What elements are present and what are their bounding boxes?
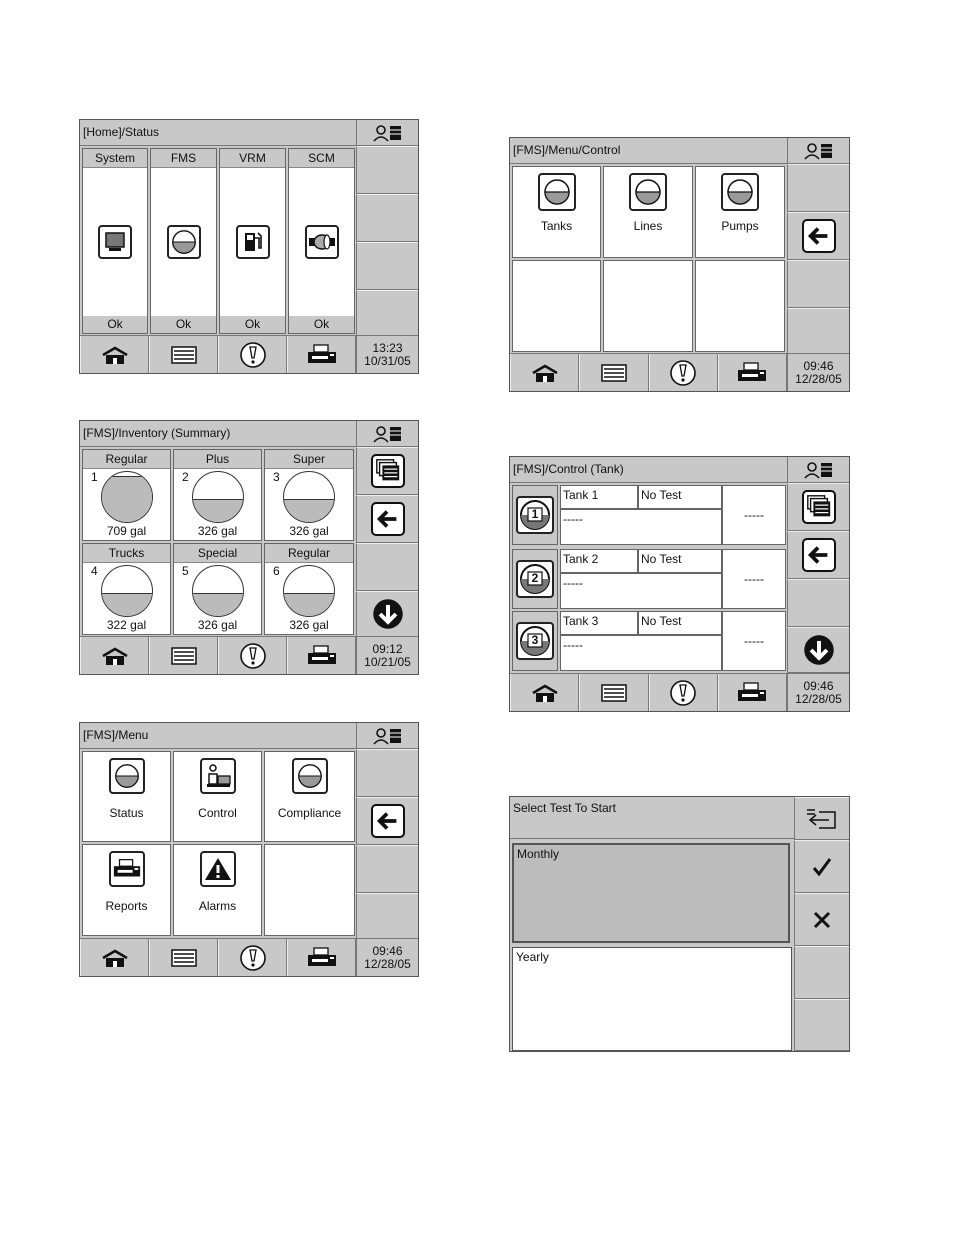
tank-volume: 326 gal — [197, 618, 238, 632]
printer-icon — [306, 344, 338, 366]
tank-button[interactable] — [512, 611, 558, 671]
tank-cell[interactable] — [82, 543, 171, 635]
control-item-empty — [695, 260, 785, 352]
control-item-empty — [603, 260, 693, 352]
tank-control-list — [510, 483, 787, 673]
tank-test-detail: ----- — [560, 509, 722, 545]
monitor-icon — [98, 225, 132, 259]
tank-cell[interactable] — [82, 449, 171, 541]
control-item-tanks[interactable] — [512, 166, 601, 258]
side-button-blank[interactable] — [787, 164, 849, 212]
fms-menu-control-screen — [509, 137, 850, 392]
alert-icon — [669, 359, 697, 387]
cancel-button[interactable] — [794, 893, 849, 946]
menu-button[interactable] — [149, 637, 218, 674]
tank-button[interactable] — [512, 485, 558, 545]
alarm-button[interactable] — [649, 354, 718, 391]
menu-item-compliance[interactable] — [264, 751, 355, 842]
fuel-pump-icon — [236, 225, 270, 259]
clock-time: 13:23 — [372, 340, 403, 355]
column-header: SCM — [289, 149, 354, 168]
side-button-4[interactable] — [356, 290, 418, 336]
detail-view-button[interactable] — [787, 483, 849, 531]
tank-gauge-icon — [109, 758, 145, 794]
list-icon — [170, 345, 198, 365]
select-test-screen — [509, 796, 850, 1052]
tank-number: 4 — [91, 564, 98, 578]
tank-name: Tank 3 — [560, 611, 638, 635]
list-icon — [600, 363, 628, 383]
bottom-nav — [80, 938, 356, 976]
status-column-fms[interactable] — [150, 148, 217, 334]
test-option-monthly[interactable] — [512, 843, 790, 943]
exit-arrow-icon — [805, 806, 839, 832]
clock-time: 09:12 — [372, 641, 403, 656]
menu-item-empty — [264, 844, 355, 936]
home-button[interactable] — [510, 674, 579, 711]
test-option-label: Yearly — [516, 950, 549, 964]
control-item-empty — [512, 260, 601, 352]
screen-title: [Home]/Status — [80, 120, 356, 146]
scroll-down-button[interactable] — [787, 627, 849, 673]
tank-number: 1 — [91, 470, 98, 484]
fms-menu-screen — [79, 722, 419, 977]
status-value: Ok — [83, 316, 147, 333]
menu-item-control[interactable] — [173, 751, 262, 842]
tank-cell[interactable] — [264, 449, 354, 541]
print-button[interactable] — [287, 637, 356, 674]
tank-product-label: Regular — [265, 544, 353, 563]
print-button[interactable] — [718, 674, 787, 711]
list-icon — [170, 646, 198, 666]
tank-cell[interactable] — [173, 449, 262, 541]
tank-volume: 326 gal — [289, 618, 329, 632]
control-grid — [510, 164, 787, 353]
clock-time: 09:46 — [803, 358, 834, 373]
side-button-3[interactable] — [356, 242, 418, 290]
tank-test-value: ----- — [722, 549, 786, 609]
stacked-list-icon — [374, 457, 402, 485]
side-button-blank[interactable] — [356, 543, 418, 591]
control-item-label: Lines — [633, 219, 663, 233]
list-icon — [170, 948, 198, 968]
control-item-lines[interactable] — [603, 166, 693, 258]
tank-product-label: Trucks — [83, 544, 170, 563]
pipe-icon — [305, 225, 339, 259]
menu-item-label: Alarms — [198, 899, 237, 913]
operator-icon — [200, 758, 236, 794]
tank-number: 2 — [531, 571, 539, 585]
tank-level-gauge — [192, 471, 244, 523]
side-button-2[interactable] — [356, 194, 418, 242]
tank-level-gauge — [101, 471, 153, 523]
tank-gauge-icon — [629, 173, 667, 211]
back-button[interactable] — [356, 495, 418, 543]
clock — [356, 335, 418, 373]
home-icon — [101, 948, 129, 968]
alert-icon — [239, 944, 267, 972]
checkmark-icon — [811, 856, 833, 878]
menu-grid — [80, 749, 356, 938]
menu-item-label: Reports — [105, 899, 148, 913]
tank-number: 5 — [182, 564, 189, 578]
clock-date: 12/28/05 — [364, 956, 411, 971]
home-button[interactable] — [80, 336, 149, 373]
tank-fill-level — [193, 593, 243, 617]
tank-level-gauge — [283, 471, 335, 523]
control-item-label: Pumps — [721, 219, 759, 233]
back-arrow-icon — [805, 222, 833, 250]
list-icon — [600, 683, 628, 703]
exit-button[interactable] — [794, 797, 849, 840]
tank-gauge-icon — [538, 173, 576, 211]
screen-title: [FMS]/Menu/Control — [510, 138, 787, 164]
tank-button[interactable] — [512, 549, 558, 609]
back-button[interactable] — [787, 531, 849, 579]
status-value: Ok — [151, 316, 216, 333]
print-button[interactable] — [718, 354, 787, 391]
status-value: Ok — [289, 316, 354, 333]
column-header: System — [83, 149, 147, 168]
clock-date: 10/21/05 — [364, 654, 411, 669]
user-login-button[interactable] — [356, 421, 418, 447]
tank-test-detail: ----- — [560, 573, 722, 609]
printer-icon — [736, 682, 768, 704]
screen-title: Select Test To Start — [510, 797, 794, 839]
tank-level-gauge — [192, 565, 244, 617]
test-option-label: Monthly — [517, 847, 560, 861]
alert-icon — [669, 679, 697, 707]
print-button[interactable] — [287, 336, 356, 373]
user-icon — [804, 461, 834, 479]
home-button[interactable] — [510, 354, 579, 391]
tank-product-label: Special — [174, 544, 261, 563]
alert-icon — [239, 341, 267, 369]
confirm-button[interactable] — [794, 840, 849, 893]
menu-item-reports[interactable] — [82, 844, 171, 936]
home-status-screen — [79, 119, 419, 374]
bottom-nav — [80, 636, 356, 674]
alarm-button[interactable] — [218, 637, 287, 674]
tank-control-row[interactable] — [512, 485, 785, 545]
tank-fill-level — [284, 499, 334, 523]
home-icon — [101, 345, 129, 365]
tank-name: Tank 1 — [560, 485, 638, 509]
tank-grid — [80, 447, 356, 636]
screen-title: [FMS]/Menu — [80, 723, 356, 749]
screen-title: [FMS]/Control (Tank) — [510, 457, 787, 483]
column-header: FMS — [151, 149, 216, 168]
tank-control-row[interactable] — [512, 611, 785, 671]
detail-view-button[interactable] — [356, 447, 418, 495]
home-button[interactable] — [80, 939, 149, 976]
menu-button[interactable] — [579, 354, 648, 391]
warning-icon — [200, 851, 236, 887]
menu-item-status[interactable] — [82, 751, 171, 842]
user-login-button[interactable] — [787, 457, 849, 483]
alarm-button[interactable] — [218, 939, 287, 976]
alarm-button[interactable] — [649, 674, 718, 711]
side-button-1[interactable] — [356, 146, 418, 194]
back-arrow-icon — [374, 807, 402, 835]
home-icon — [531, 363, 559, 383]
fms-control-tank-screen — [509, 456, 850, 712]
bottom-nav — [510, 353, 787, 391]
home-icon — [101, 646, 129, 666]
bottom-nav — [510, 673, 787, 711]
home-icon — [531, 683, 559, 703]
side-button-blank[interactable] — [794, 946, 849, 999]
control-item-pumps[interactable] — [695, 166, 785, 258]
printer-icon — [736, 362, 768, 384]
tank-test-status: No Test — [638, 549, 722, 573]
back-arrow-icon — [374, 505, 402, 533]
clock-date: 12/28/05 — [795, 691, 842, 706]
back-arrow-icon — [805, 541, 833, 569]
user-login-button[interactable] — [356, 723, 418, 749]
tank-fill-level — [102, 593, 152, 617]
side-button-blank[interactable] — [787, 260, 849, 308]
tank-gauge-icon — [721, 173, 759, 211]
menu-button[interactable] — [149, 336, 218, 373]
clock-time: 09:46 — [803, 678, 834, 693]
tank-name: Tank 2 — [560, 549, 638, 573]
tank-cell[interactable] — [264, 543, 354, 635]
home-button[interactable] — [80, 637, 149, 674]
clock — [787, 673, 849, 711]
menu-button[interactable] — [149, 939, 218, 976]
tank-gauge-icon — [292, 758, 328, 794]
status-column-vrm[interactable] — [219, 148, 286, 334]
menu-item-alarms[interactable] — [173, 844, 262, 936]
tank-number: 3 — [273, 470, 280, 484]
tank-volume: 326 gal — [197, 524, 238, 538]
tank-number: 3 — [531, 633, 539, 647]
status-value: Ok — [220, 316, 285, 333]
printer-icon — [306, 947, 338, 969]
user-login-button[interactable] — [787, 138, 849, 164]
user-icon — [373, 727, 403, 745]
tank-test-detail: ----- — [560, 635, 722, 671]
side-button-blank[interactable] — [787, 579, 849, 627]
test-option-yearly[interactable] — [512, 947, 792, 1051]
tank-number-icon — [516, 496, 554, 534]
menu-button[interactable] — [579, 674, 648, 711]
menu-item-label: Compliance — [277, 806, 342, 820]
alarm-button[interactable] — [218, 336, 287, 373]
screen-title: [FMS]/Inventory (Summary) — [80, 421, 356, 447]
user-icon — [373, 124, 403, 142]
side-button-blank[interactable] — [356, 749, 418, 797]
printer-icon — [306, 645, 338, 667]
tank-control-row[interactable] — [512, 549, 785, 609]
back-button[interactable] — [356, 797, 418, 845]
tank-cell[interactable] — [173, 543, 262, 635]
print-button[interactable] — [287, 939, 356, 976]
menu-item-label: Status — [109, 806, 144, 820]
tank-test-status: No Test — [638, 611, 722, 635]
tank-test-value: ----- — [722, 611, 786, 671]
tank-volume: 709 gal — [106, 524, 147, 538]
control-item-label: Tanks — [540, 219, 573, 233]
inventory-summary-screen — [79, 420, 419, 675]
clock — [356, 938, 418, 976]
side-button-blank[interactable] — [787, 308, 849, 354]
tank-fill-level — [102, 476, 152, 522]
tank-test-status: No Test — [638, 485, 722, 509]
clock-date: 10/31/05 — [364, 353, 411, 368]
tank-number: 6 — [273, 564, 280, 578]
tank-number: 2 — [182, 470, 189, 484]
tank-number-icon — [516, 622, 554, 660]
status-column-system[interactable] — [82, 148, 148, 334]
tank-number: 1 — [531, 507, 539, 521]
tank-fill-level — [193, 499, 243, 523]
scroll-down-button[interactable] — [356, 591, 418, 637]
cancel-x-icon — [811, 909, 833, 931]
menu-item-label: Control — [198, 806, 237, 820]
clock-time: 09:46 — [372, 943, 403, 958]
tank-level-gauge — [101, 565, 153, 617]
tank-volume: 322 gal — [106, 618, 147, 632]
alert-icon — [239, 642, 267, 670]
column-header: VRM — [220, 149, 285, 168]
tank-volume: 326 gal — [289, 524, 329, 538]
stacked-list-icon — [805, 493, 833, 521]
printer-icon — [109, 851, 145, 887]
tank-product-label: Regular — [83, 450, 170, 469]
tank-gauge-icon — [167, 225, 201, 259]
tank-product-label: Plus — [174, 450, 261, 469]
tank-product-label: Super — [265, 450, 353, 469]
tank-test-value: ----- — [722, 485, 786, 545]
clock — [356, 636, 418, 674]
clock-date: 12/28/05 — [795, 371, 842, 386]
down-arrow-icon — [371, 597, 405, 631]
status-column-scm[interactable] — [288, 148, 355, 334]
tank-number-icon — [516, 560, 554, 598]
side-button-blank[interactable] — [794, 999, 849, 1051]
tank-fill-level — [284, 593, 334, 617]
bottom-nav — [80, 335, 356, 373]
tank-level-gauge — [283, 565, 335, 617]
side-button-blank[interactable] — [356, 893, 418, 939]
user-icon — [373, 425, 403, 443]
user-login-button[interactable] — [356, 120, 418, 146]
side-button-blank[interactable] — [356, 845, 418, 893]
status-panel — [80, 146, 356, 335]
user-icon — [804, 142, 834, 160]
down-arrow-icon — [802, 633, 836, 667]
clock — [787, 353, 849, 391]
back-button[interactable] — [787, 212, 849, 260]
